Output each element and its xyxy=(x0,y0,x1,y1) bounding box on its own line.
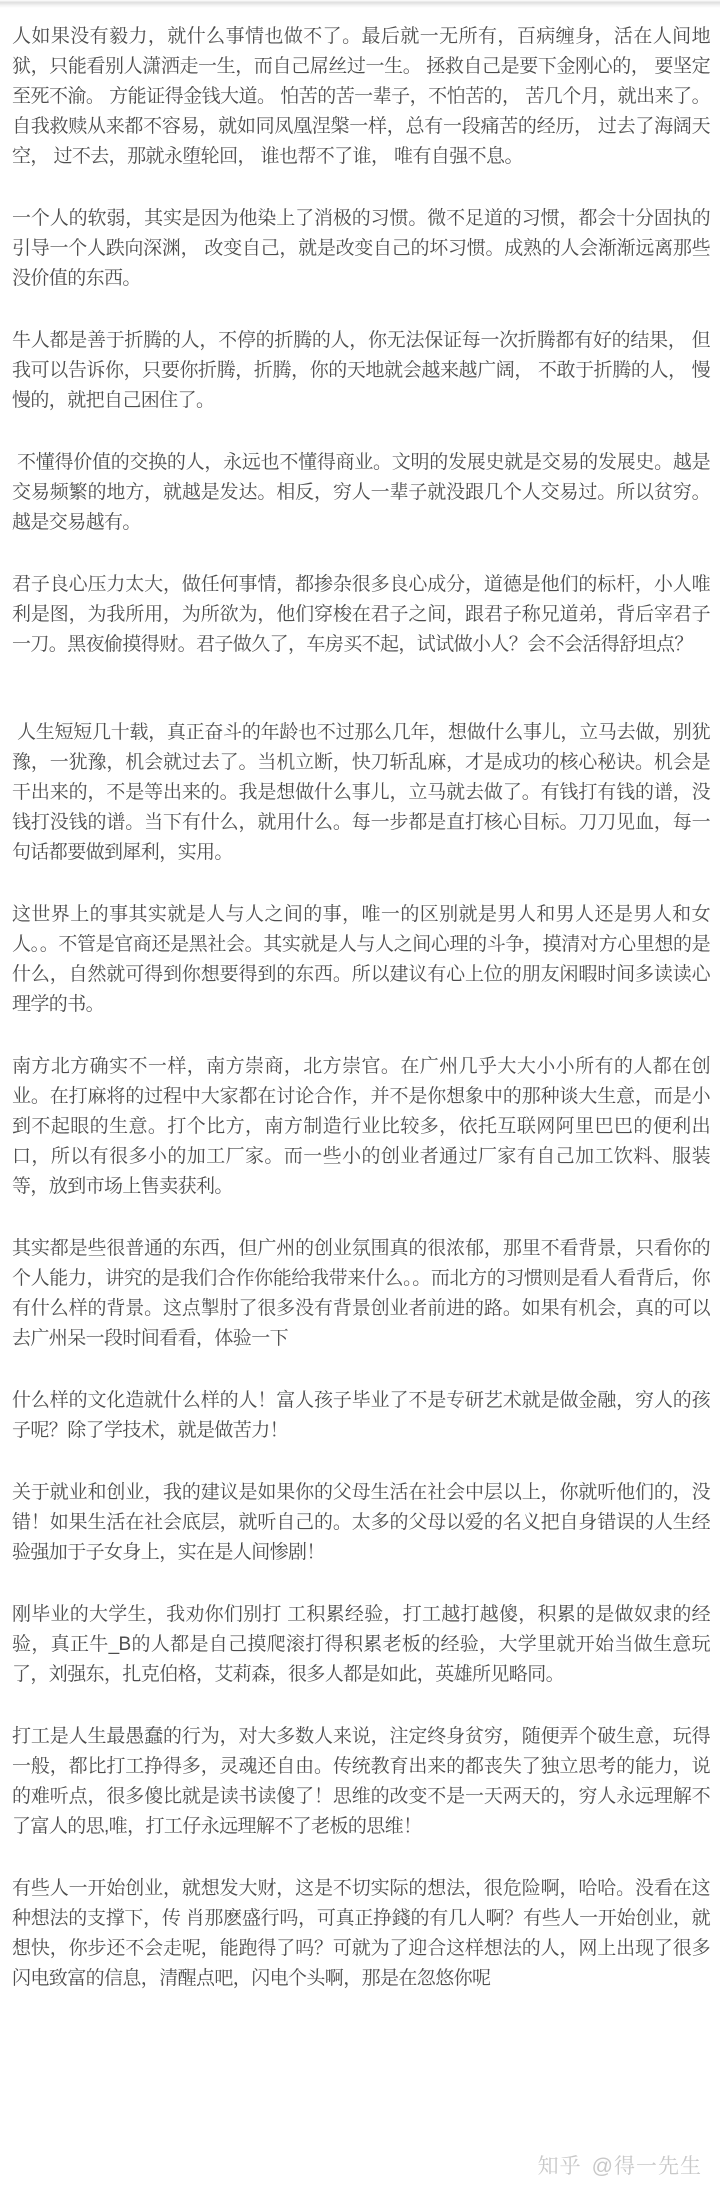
paragraph: 这世界上的事其实就是人与人之间的事，唯一的区别就是男人和男人还是男人和女人。。不管是官商还是黑社会。其实就是人与人之间心理的斗争，摸清对方心里想的是什么，自然就可得到你想要得到的东西。所以建议有心上位的朋友闲暇时间多读读心理学的书。 xyxy=(12,904,710,1015)
paragraph: 打工是人生最愚蠢的行为，对大多数人来说，注定终身贫穷，随便弄个破生意，玩得一般，都比打工挣得多，灵魂还自由。传统教育出来的都丧失了独立思考的能力，说的难听点，很多傻比就是读书读傻了！思维的改变不是一天两天的，穷人永远理解不了富人的思,唯，打工仔永远理解不了老板的思维！ xyxy=(12,1726,710,1837)
paragraph: 什么样的文化造就什么样的人！富人孩子毕业了不是专研艺术就是做金融，穷人的孩子呢？除了学技术，就是做苦力！ xyxy=(12,1390,710,1441)
paragraph: 南方北方确实不一样，南方崇商，北方崇官。在广州几乎大大小小所有的人都在创业。在打麻将的过程中大家都在讨论合作，并不是你想象中的那种谈大生意，而是小到不起眼的生意。打个比方，南方制造行业比较多，依托互联网阿里巴巴的便利出口，所以有很多小的加工厂家。而一些小的创业者通过厂家有自己加工饮料、服装等，放到市场上售卖获利。 xyxy=(12,1056,710,1197)
paragraph: 其实都是些很普通的东西，但广州的创业氛围真的很浓郁，那里不看背景，只看你的个人能力，讲究的是我们合作你能给我带来什么。。而北方的习惯则是看人看背后，你有什么样的背景。这点掣肘了很多没有背景创业者前进的路。如果有机会，真的可以去广州呆一段时间看看，体验一下 xyxy=(12,1238,710,1349)
paragraph: 有些人一开始创业，就想发大财，这是不切实际的想法，很危险啊，哈哈。没看在这种想法的支撑下，传 肖那麽盛行吗，可真正挣錢的有几人啊？有些人一开始创业，就想快，你步还不会走呢，能跑得了吗？可就为了迎合这样想法的人，网上出现了很多闪电致富的信息，清醒点吧，闪电个头啊，那是在忽悠你呢 xyxy=(12,1878,710,1989)
watermark-author: @得一先生 xyxy=(591,2155,702,2178)
paragraph: 人生短短几十载，真正奋斗的年龄也不过那么几年，想做什么事儿，立马去做，别犹豫，一犹豫，机会就过去了。当机立断，快刀斩乱麻，才是成功的核心秘诀。机会是干出来的，不是等出来的。我是想做什么事儿，立马就去做了。有钱打有钱的谱，没钱打没钱的谱。当下有什么，就用什么。每一步都是直打核心目标。刀刀见血，每一句话都要做到犀利，实用。 xyxy=(12,722,710,863)
paragraph: 不懂得价值的交换的人，永远也不懂得商业。文明的发展史就是交易的发展史。越是交易频繁的地方，就越是发达。相反，穷人一辈子就没跟几个人交易过。所以贫穷。 越是交易越有。 xyxy=(12,452,715,533)
paragraph: 牛人都是善于折腾的人，不停的折腾的人，你无法保证每一次折腾都有好的结果， 但我可以告诉你，只要你折腾，折腾，你的天地就会越来越广阔， 不敢于折腾的人， 慢慢的，就把自己困住了。 xyxy=(12,330,710,411)
paragraph: 人如果没有毅力，就什么事情也做不了。最后就一无所有，百病缠身，活在人间地狱，只能看别人潇洒走一生，而自己屌丝过一生。 拯救自己是要下金刚心的， 要坚定至死不渝。 方能证得金钱大道。 怕苦的苦一辈子，不怕苦的， 苦几个月，就出来了。自我救赎从来都不容易，就如同凤凰涅槃一样，总有一段痛苦的经历， 过去了海阔天空， 过不去，那就永堕轮回， 谁也帮不了谁， 唯有自强不息。 xyxy=(12,26,710,167)
paragraph: 关于就业和创业，我的建议是如果你的父母生活在社会中层以上，你就听他们的，没错！如果生活在社会底层，就听自己的。太多的父母以爱的名义把自身错误的人生经验强加于子女身上，实在是人间惨剧！ xyxy=(12,1482,710,1563)
paragraph: 刚毕业的大学生，我劝你们别打 工积累经验，打工越打越傻，积累的是做奴隶的经验，真正牛_B的人都是自己摸爬滚打得积累老板的经验，大学里就开始当做生意玩了，刘强东，扎克伯格，艾莉森，很多人都是如此，英雄所见略同。 xyxy=(12,1604,710,1685)
zhihu-watermark xyxy=(538,2150,702,2180)
paragraph: 一个人的软弱，其实是因为他染上了消极的习惯。微不足道的习惯，都会十分固执的引导一个人跌向深渊， 改变自己，就是改变自己的坏习惯。成熟的人会渐渐远离那些没价值的东西。 xyxy=(12,208,710,289)
zhihu-logo-text: 知乎 xyxy=(537,2155,582,2178)
paragraph: 君子良心压力太大，做任何事情，都掺杂很多良心成分，道德是他们的标杆，小人唯利是图，为我所用，为所欲为，他们穿梭在君子之间，跟君子称兄道弟，背后宰君子一刀。黑夜偷摸得财。君子做久了，车房买不起，试试做小人？会不会活得舒坦点？ xyxy=(12,574,710,655)
